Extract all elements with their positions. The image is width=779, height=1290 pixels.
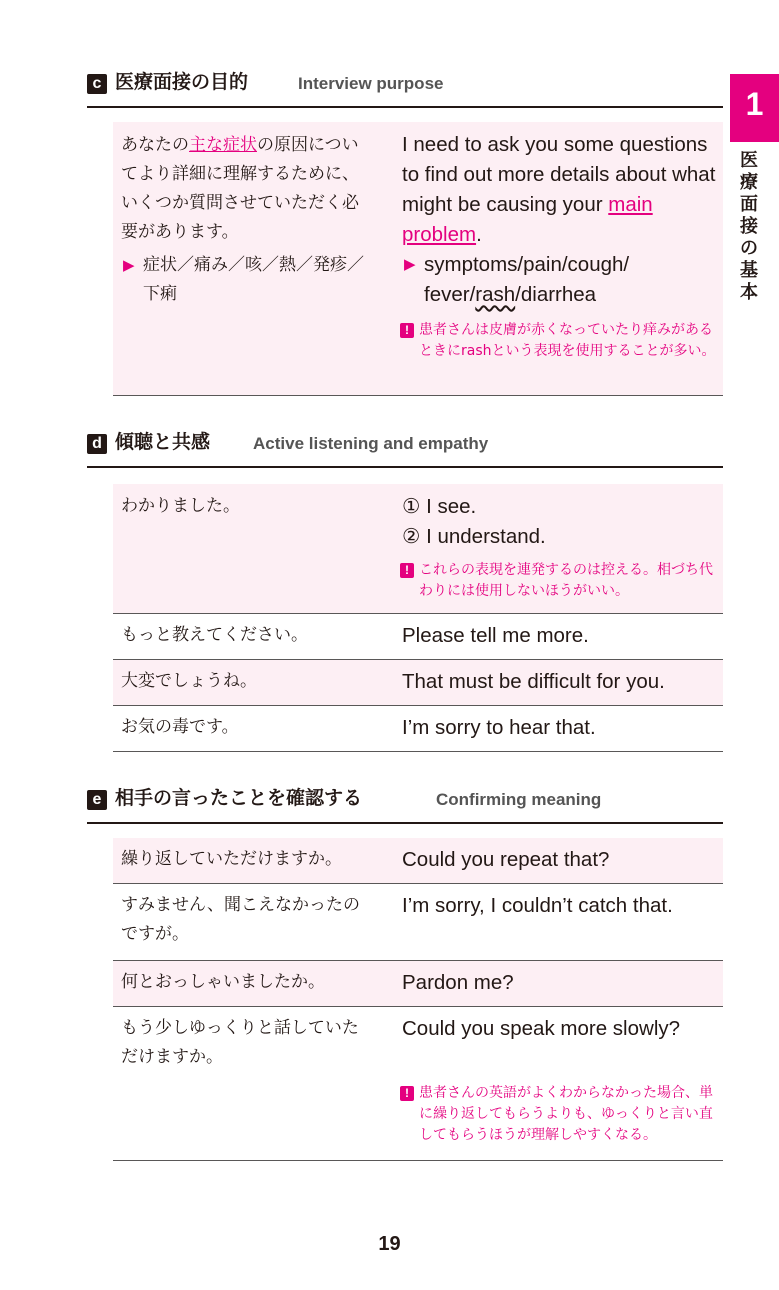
triangle-icon: ▶ [404, 256, 416, 273]
rash-word: rash [475, 283, 516, 306]
table-row [113, 706, 723, 752]
chapter-tab [730, 74, 779, 142]
section-d-title-jp: 傾聴と共感 [115, 431, 211, 453]
triangle-icon: ▶ [123, 256, 135, 274]
highlight-main-symptom: 主な症状 [189, 135, 257, 155]
note-speak-slowly: ! 患者さんの英語がよくわからなかった場合、単に繰り返してもらうよりも、ゆっくりと言い直してもらうほうが理解しやすくなる。 [400, 1083, 718, 1146]
table-row [113, 660, 723, 706]
row-en-text: I’m sorry, I couldn’t catch that. [402, 894, 673, 917]
section-letter-e: e [87, 790, 107, 810]
exclamation-icon: ! [400, 323, 414, 338]
section-d-heading [87, 432, 723, 468]
table-row [113, 838, 723, 884]
section-e-title-jp: 相手の言ったことを確認する [115, 787, 363, 809]
row-jp-text: すみません、聞こえなかったのですが。 [121, 895, 361, 944]
row-jp-text: もっと教えてください。 [121, 625, 308, 645]
note-aizuchi: ! これらの表現を連発するのは控える。相づち代わりには使用しないほうがいい。 [400, 560, 718, 602]
table-row [113, 961, 723, 1007]
en-line-2: ② I understand. [402, 525, 546, 548]
table-row [113, 484, 723, 614]
row-en-text [402, 492, 722, 552]
section-letter-d: d [87, 434, 107, 454]
interview-purpose-row [113, 122, 723, 396]
jp-bullet: ▶ 症状／痛み／咳／熱／発疹／下痢 [121, 251, 375, 309]
highlight-main-problem: main problem [402, 193, 653, 246]
section-c-title-jp: 医療面接の目的 [115, 71, 249, 93]
section-d-title-en: Active listening and empathy [253, 434, 489, 453]
row-en-text: Pardon me? [402, 971, 514, 994]
row-jp-text: わかりました。 [121, 496, 240, 516]
row-jp-text: 大変でしょうね。 [121, 671, 257, 691]
table-row [113, 884, 723, 961]
row-jp-text: 繰り返していただけますか。 [121, 849, 342, 869]
section-e-title-en: Confirming meaning [436, 790, 602, 809]
row-en-text: Please tell me more. [402, 624, 589, 647]
row-jp-text: あなたの主な症状の原因についてより詳細に理解するために、いくつか質問させていただく必要があります。 ▶ 症状／痛み／咳／熱／発疹／下痢 [121, 131, 375, 309]
row-jp-text: お気の毒です。 [121, 717, 239, 737]
row-jp-text: もう少しゆっくりと話していただけますか。 [121, 1018, 359, 1067]
section-e-heading [87, 788, 723, 824]
page-number: 19 [378, 1233, 401, 1255]
row-en-text: Could you speak more slowly? [402, 1017, 681, 1040]
row-en-text: Could you repeat that? [402, 848, 610, 871]
table-row [113, 1007, 723, 1161]
section-letter-c: c [87, 74, 107, 94]
chapter-title: 医療面接の基本 [740, 150, 758, 303]
exclamation-icon: ! [400, 563, 414, 578]
row-en-text: I need to ask you some questions to find out more details about what might be causing your main problem. ▶ symptoms/pain/cough/ fever/rash/diarrhea [402, 130, 722, 310]
note-rash: ! 患者さんは皮膚が赤くなっていたり痒みがあるときにrashという表現を使用することが多い。 [400, 320, 718, 362]
section-c-heading [87, 72, 723, 108]
row-en-text: I’m sorry to hear that. [402, 716, 596, 739]
row-jp-text: 何とおっしゃいましたか。 [121, 972, 325, 992]
en-bullet: ▶ symptoms/pain/cough/ fever/rash/diarrhea [402, 250, 722, 310]
chapter-number: 1 [745, 86, 764, 122]
en-line-1: ① I see. [402, 495, 477, 518]
exclamation-icon: ! [400, 1086, 414, 1101]
section-c-title-en: Interview purpose [298, 74, 444, 93]
table-row [113, 614, 723, 660]
row-en-text: That must be difficult for you. [402, 670, 665, 693]
